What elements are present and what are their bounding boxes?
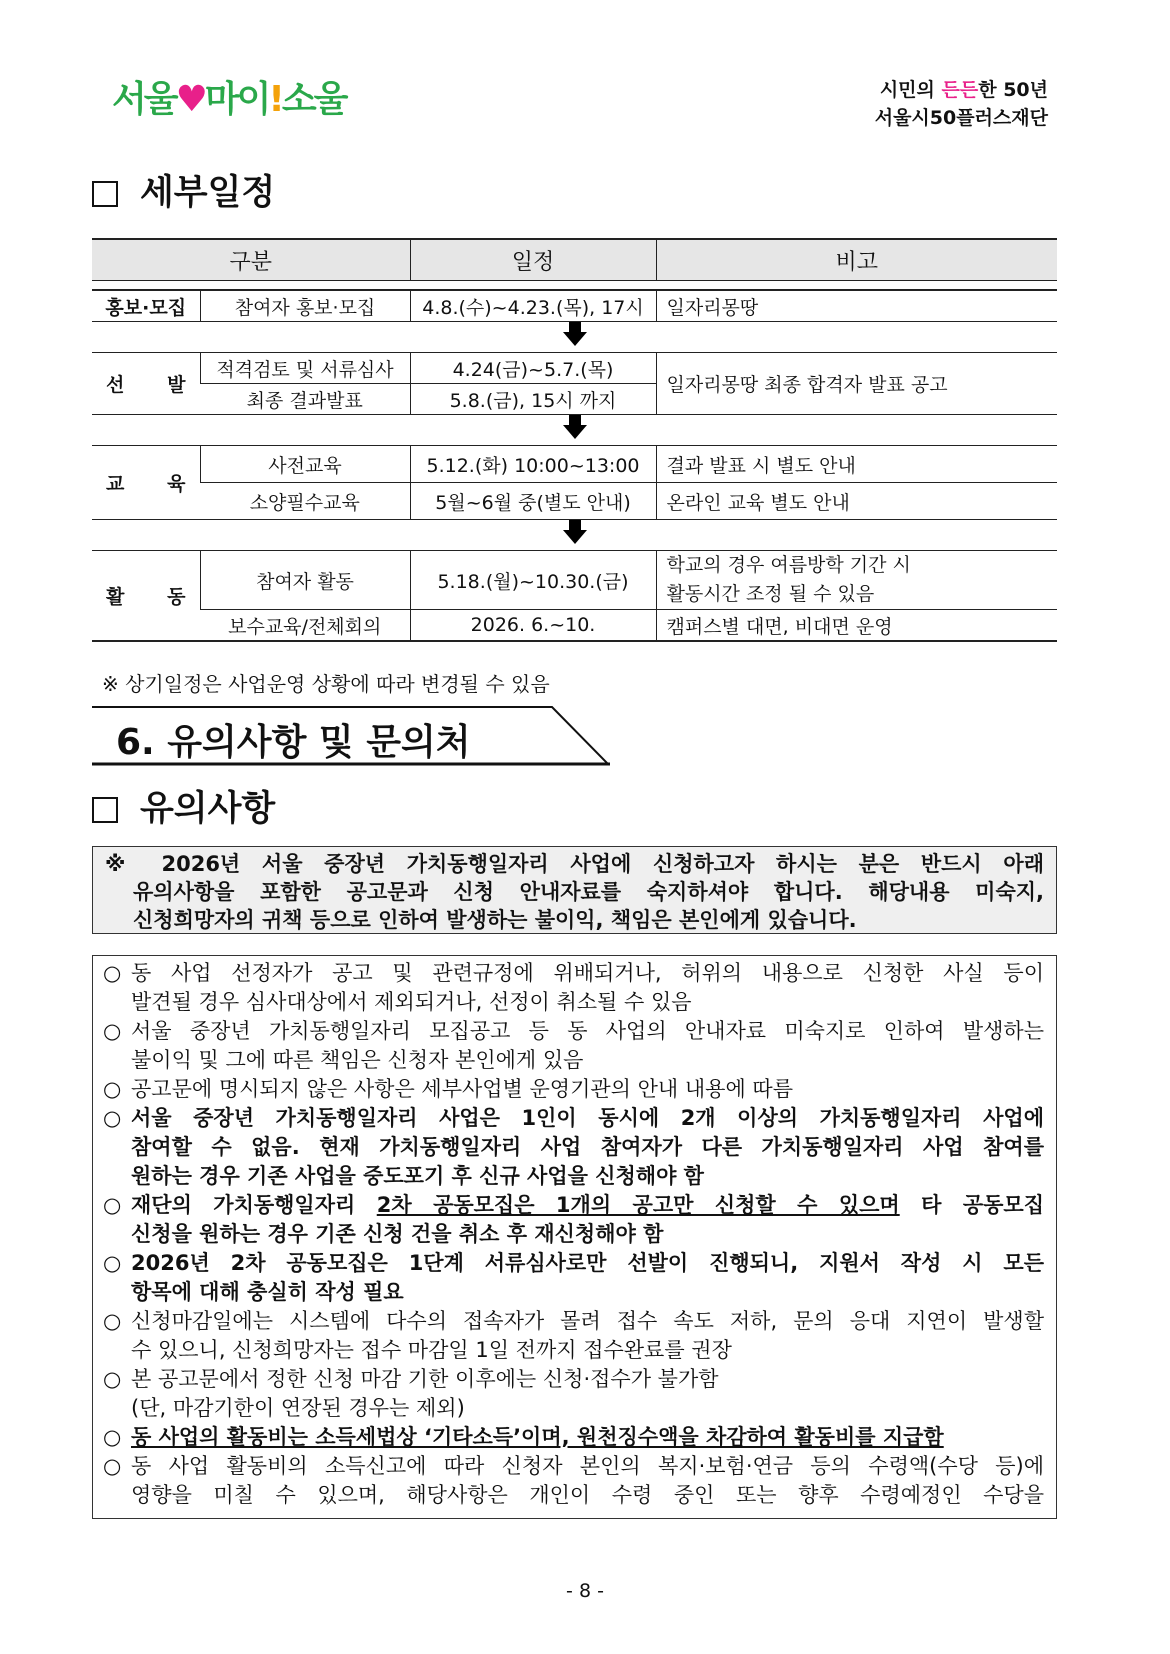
table-row: 교 육 사전교육 5.12.(화) 10:00~13:00 결과 발표 시 별도 안내 bbox=[92, 446, 1057, 483]
list-item: ○ 재단의 가치동행일자리 2차 공동모집은 1개의 공고만 신청할 수 있으며 타 공동모집 신청을 원하는 경우 기존 신청 건을 취소 후 재신청해야 함 bbox=[103, 1193, 1044, 1246]
table-row: 홍보·모집 참여자 홍보·모집 4.8.(수)~4.23.(목), 17시 일자리몽땅 bbox=[92, 290, 1057, 322]
list-item: ○ 공고문에 명시되지 않은 사항은 세부사업별 운영기관의 안내 내용에 따름 bbox=[103, 1077, 793, 1101]
brand-block bbox=[875, 76, 1048, 132]
schedule-heading: 세부일정 bbox=[92, 176, 275, 211]
list-item: ○ 신청마감일에는 시스템에 다수의 접속자가 몰려 접수 속도 저하, 문의 응대 지연이 발생할 수 있으니, 신청희망자는 접수 마감일 1일 전까지 접수완료를 권장 bbox=[103, 1309, 1044, 1362]
header-note: 비고 bbox=[656, 239, 1057, 281]
list-item: ○ 서울 중장년 가치동행일자리 사업은 1인이 동시에 2개 이상의 가치동행일자리 사업에 참여할 수 없음. 현재 가치동행일자리 사업 참여자가 다른 가치동행일자리 사업 참여를 원하는 경우 기존 사업을 중도포기 후 신규 사업을 신청해야 함 bbox=[103, 1106, 1044, 1188]
brand-slogan: 시민의 든든한 50년 bbox=[879, 79, 1048, 101]
table-header-row bbox=[92, 239, 1057, 281]
checkbox-square-icon bbox=[92, 181, 118, 207]
table-row: 최종 결과발표 5.8.(금), 15시 까지 bbox=[92, 384, 1057, 415]
list-item: ○ 2026년 2차 공동모집은 1단계 서류심사로만 선발이 진행되니, 지원서 작성 시 모든 항목에 대해 충실히 작성 필요 bbox=[103, 1251, 1044, 1304]
table-row: 소양필수교육 5월~6월 중(별도 안내) 온라인 교육 별도 안내 bbox=[92, 483, 1057, 520]
list-item: ○ 동 사업 활동비의 소득신고에 따라 신청자 본인의 복지·보험·연금 등의 수령액(수당 등)에 영향을 미칠 수 있으며, 해당사항은 개인이 수령 중인 또는 향후 수령예정인 수당을 bbox=[103, 1454, 1044, 1507]
page-number: - 8 - bbox=[566, 1580, 604, 1602]
warning-box: ※ 2026년 서울 중장년 가치동행일자리 사업에 신청하고자 하시는 분은 반드시 아래 유의사항을 포함한 공고문과 신청 안내자료를 숙지하셔야 합니다. 해당내용 미숙지, 신청희망자의 귀책 등으로 인하여 발생하는 불이익, 책임은 본인에게 있습니다. bbox=[92, 846, 1057, 934]
schedule-table bbox=[92, 238, 1057, 642]
heart-icon: ♥ bbox=[175, 79, 205, 120]
schedule-footnote: ※ 상기일정은 사업운영 상황에 따라 변경될 수 있음 bbox=[102, 672, 550, 696]
list-item: ○ 동 사업의 활동비는 소득세법상 ‘기타소득’이며, 원천징수액을 차감하여 활동비를 지급함 bbox=[103, 1425, 944, 1449]
arrow-down-icon bbox=[92, 415, 1057, 446]
list-item: ○ 동 사업 선정자가 공고 및 관련규정에 위배되거나, 허위의 내용으로 신청한 사실 등이 발견될 경우 심사대상에서 제외되거나, 선정이 취소될 수 있음 bbox=[103, 961, 1044, 1014]
header-category: 구분 bbox=[92, 239, 410, 281]
cautions-list bbox=[92, 955, 1057, 1519]
list-item: ○ 서울 중장년 가치동행일자리 모집공고 등 동 사업의 안내자료 미숙지로 인하여 발생하는 불이익 및 그에 따른 책임은 신청자 본인에게 있음 bbox=[103, 1019, 1044, 1072]
table-row: 보수교육/전체회의 2026. 6.~10. 캠퍼스별 대면, 비대면 운영 bbox=[92, 610, 1057, 642]
arrow-down-icon bbox=[92, 322, 1057, 353]
table-row: 활 동 참여자 활동 5.18.(월)~10.30.(금) 학교의 경우 여름방학 기간 시 활동시간 조정 될 수 있음 bbox=[92, 551, 1057, 610]
section-heading: 6. 유의사항 및 문의처 bbox=[92, 706, 610, 766]
arrow-down-icon bbox=[92, 520, 1057, 551]
checkbox-square-icon bbox=[92, 797, 118, 823]
logo: 서울♥마이!소울 bbox=[112, 79, 346, 120]
table-row: 선 발 적격검토 및 서류심사 4.24(금)~5.7.(목) 일자리몽땅 최종 합격자 발표 공고 bbox=[92, 353, 1057, 384]
header-date: 일정 bbox=[410, 239, 656, 281]
brand-name: 서울시50플러스재단 bbox=[874, 107, 1048, 129]
list-item: ○ 본 공고문에서 정한 신청 마감 기한 이후에는 신청·접수가 불가함 (단, 마감기한이 연장된 경우는 제외) bbox=[103, 1367, 719, 1420]
cautions-heading: 유의사항 bbox=[92, 792, 275, 827]
